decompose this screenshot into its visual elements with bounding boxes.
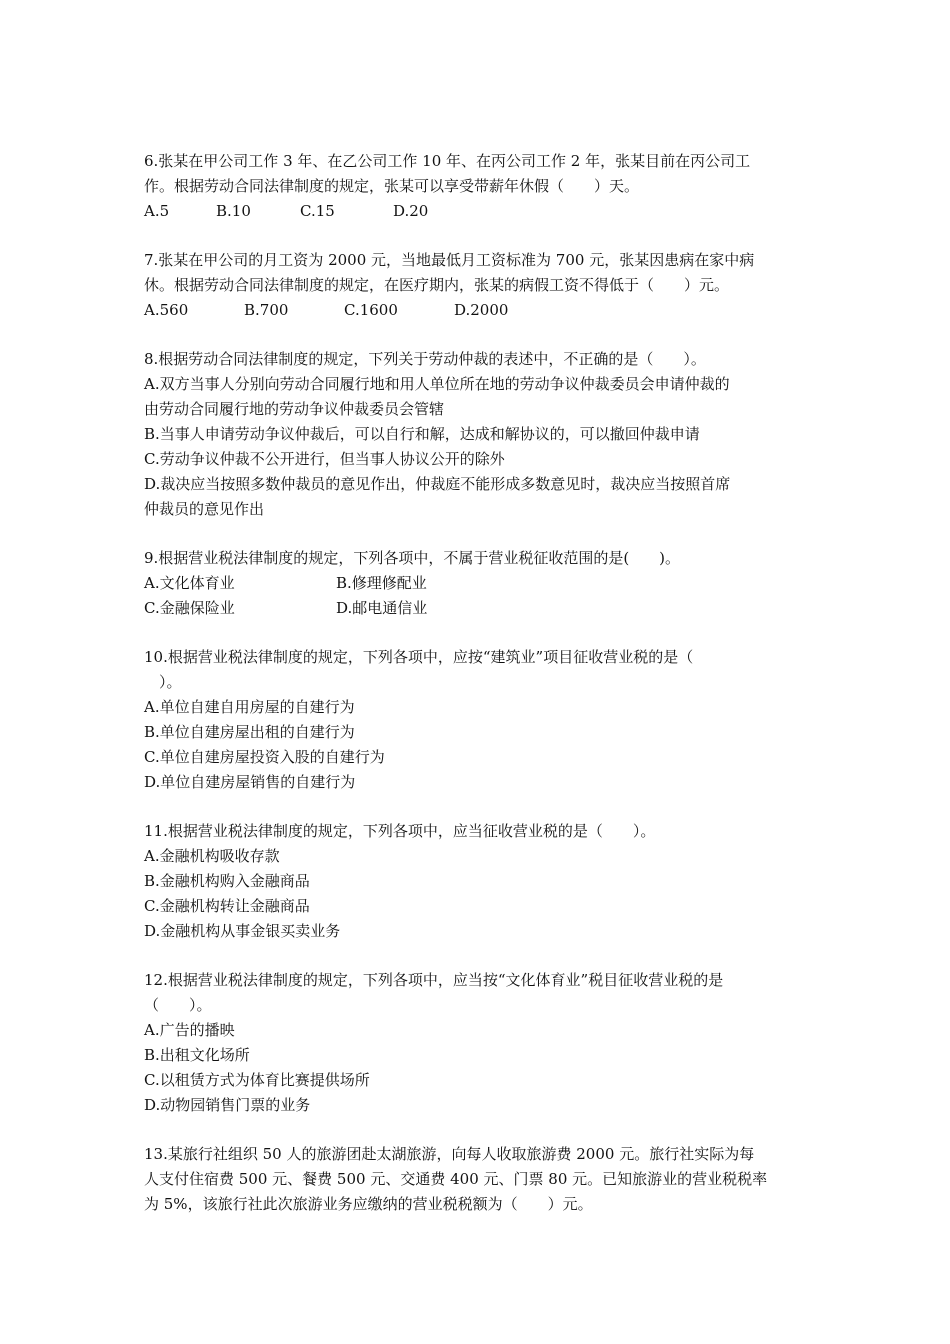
question-stem: （ ）。 [144, 996, 212, 1014]
option-c: C.15 [300, 202, 335, 220]
option-a: A.单位自建自用房屋的自建行为 [144, 698, 355, 716]
question-stem: ）。 [144, 673, 182, 691]
option-a: A.广告的播映 [144, 1021, 235, 1039]
option-c: C.金融保险业 [144, 599, 235, 617]
option-d-continued: 仲裁员的意见作出 [144, 500, 265, 518]
option-d: D.金融机构从事金银买卖业务 [144, 922, 341, 940]
option-b: B.10 [216, 202, 251, 220]
option-d: D.裁决应当按照多数仲裁员的意见作出，仲裁庭不能形成多数意见时，裁决应当按照首席 [144, 475, 731, 493]
option-b: B.金融机构购入金融商品 [144, 872, 310, 890]
option-a: A.双方当事人分别向劳动合同履行地和用人单位所在地的劳动争议仲裁委员会申请仲裁的 [144, 375, 730, 393]
option-b: B.当事人申请劳动争议仲裁后，可以自行和解，达成和解协议的，可以撤回仲裁申请 [144, 425, 700, 443]
question-stem: 人支付住宿费 500 元、餐费 500 元、交通费 400 元、门票 80 元。已知旅游业的营业税税率 [144, 1170, 768, 1188]
option-a: A.5 [144, 202, 170, 220]
option-a-continued: 由劳动合同履行地的劳动争议仲裁委员会管辖 [144, 400, 445, 418]
document-page [144, 149, 814, 1241]
question-stem: 休。根据劳动合同法律制度的规定，在医疗期内，张某的病假工资不得低于（ ）元。 [144, 276, 730, 294]
question-stem: 10.根据营业税法律制度的规定，下列各项中，应按“建筑业”项目征收营业税的是（ [144, 648, 694, 666]
question-stem: 7.张某在甲公司的月工资为 2000 元，当地最低月工资标准为 700 元，张某因患病在家中病 [144, 251, 755, 269]
question-11 [144, 819, 814, 944]
option-d: D.20 [393, 202, 429, 220]
question-8 [144, 347, 814, 522]
option-c: C.单位自建房屋投资入股的自建行为 [144, 748, 385, 766]
question-stem: 13.某旅行社组织 50 人的旅游团赴太湖旅游，向每人收取旅游费 2000 元。旅行社实际为每 [144, 1145, 755, 1163]
option-c: C.1600 [344, 301, 398, 319]
question-7 [144, 248, 814, 323]
question-13 [144, 1142, 814, 1217]
option-d: D.2000 [454, 301, 509, 319]
option-b: B.出租文化场所 [144, 1046, 250, 1064]
options-row [144, 596, 814, 621]
option-b: B.700 [244, 301, 289, 319]
options-row [144, 298, 814, 323]
option-d: D.动物园销售门票的业务 [144, 1096, 311, 1114]
option-d: D.单位自建房屋销售的自建行为 [144, 773, 356, 791]
question-9 [144, 546, 814, 621]
option-b: B.修理修配业 [336, 574, 427, 592]
question-stem: 为 5%，该旅行社此次旅游业务应缴纳的营业税税额为（ ）元。 [144, 1195, 593, 1213]
question-12 [144, 968, 814, 1118]
option-c: C.以租赁方式为体育比赛提供场所 [144, 1071, 370, 1089]
option-c: C.金融机构转让金融商品 [144, 897, 310, 915]
option-a: A.金融机构吸收存款 [144, 847, 280, 865]
option-a: A.文化体育业 [144, 574, 235, 592]
option-d: D.邮电通信业 [336, 599, 428, 617]
options-row [144, 199, 814, 224]
option-b: B.单位自建房屋出租的自建行为 [144, 723, 355, 741]
option-a: A.560 [144, 301, 189, 319]
question-stem: 9.根据营业税法律制度的规定，下列各项中，不属于营业税征收范围的是( )。 [144, 549, 681, 567]
question-stem: 8.根据劳动合同法律制度的规定，下列关于劳动仲裁的表述中，不正确的是（ ）。 [144, 350, 706, 368]
question-stem: 11.根据营业税法律制度的规定，下列各项中，应当征收营业税的是（ ）。 [144, 822, 656, 840]
options-row [144, 571, 814, 596]
question-stem: 6.张某在甲公司工作 3 年、在乙公司工作 10 年、在丙公司工作 2 年，张某目前在丙公司工 [144, 152, 751, 170]
question-stem: 作。根据劳动合同法律制度的规定，张某可以享受带薪年休假（ ）天。 [144, 177, 640, 195]
option-c: C.劳动争议仲裁不公开进行，但当事人协议公开的除外 [144, 450, 505, 468]
question-10 [144, 645, 814, 795]
question-6 [144, 149, 814, 224]
question-stem: 12.根据营业税法律制度的规定，下列各项中，应当按“文化体育业”税目征收营业税的是 [144, 971, 724, 989]
